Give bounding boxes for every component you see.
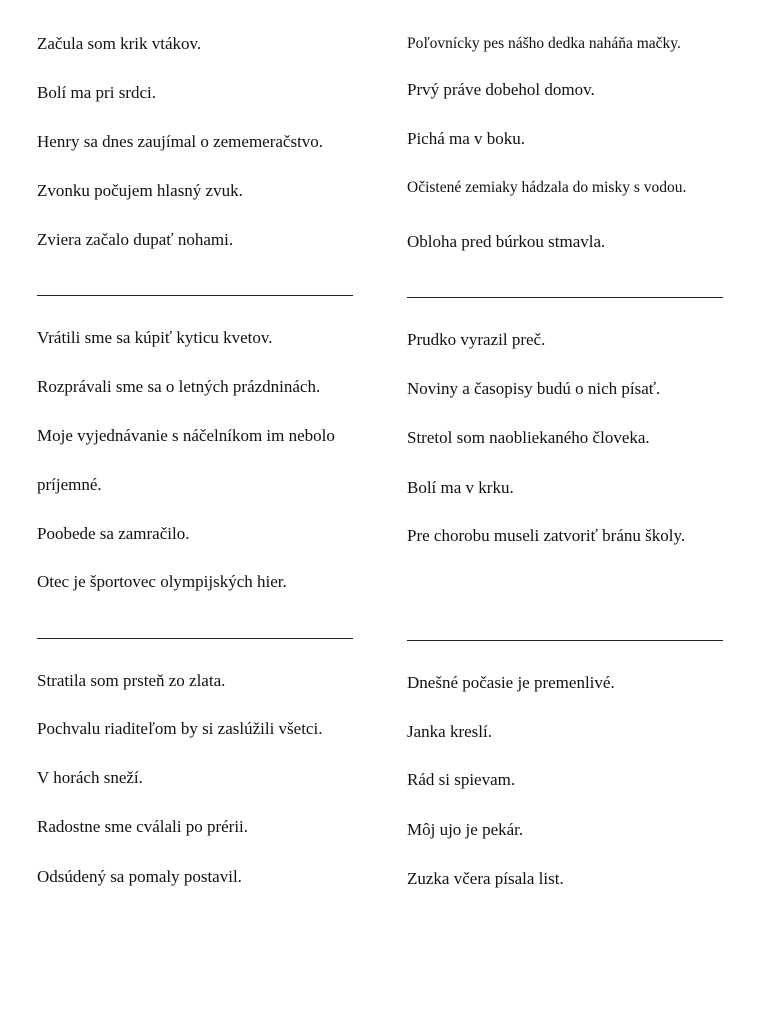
separator-line xyxy=(37,295,353,296)
sentence: Pre chorobu museli zatvoriť bránu školy. xyxy=(407,526,686,545)
sentence: Radostne sme cválali po prérii. xyxy=(37,817,249,836)
sentence: Bolí ma v krku. xyxy=(407,478,514,497)
sentence: Poľovnícky pes nášho dedka naháňa mačky. xyxy=(407,35,681,52)
sentence: Poobede sa zamračilo. xyxy=(37,524,190,543)
sentence: Prudko vyrazil preč. xyxy=(407,330,546,349)
sentence: Zvonku počujem hlasný zvuk. xyxy=(37,181,243,200)
separator-line xyxy=(407,297,723,298)
sentence: Otec je športovec olympijských hier. xyxy=(37,572,287,591)
sentence: Noviny a časopisy budú o nich písať. xyxy=(407,379,661,398)
sentence: príjemné. xyxy=(37,475,102,494)
sentence: Odsúdený sa pomaly postavil. xyxy=(37,867,242,886)
sentence: Začula som krik vtákov. xyxy=(37,34,202,53)
sentence: Zuzka včera písala list. xyxy=(407,869,564,888)
sentence: Moje vyjednávanie s náčelníkom im nebolo xyxy=(37,426,335,445)
separator-line xyxy=(407,640,723,641)
sentence: Prvý práve dobehol domov. xyxy=(407,80,595,99)
sentence: Stretol som naobliekaného človeka. xyxy=(407,428,650,447)
sentence: Zviera začalo dupať nohami. xyxy=(37,230,234,249)
sentence: Dnešné počasie je premenlivé. xyxy=(407,673,615,692)
sentence: V horách sneží. xyxy=(37,768,143,787)
sentence: Môj ujo je pekár. xyxy=(407,820,524,839)
sentence: Obloha pred búrkou stmavla. xyxy=(407,232,606,251)
sentence: Rozprávali sme sa o letných prázdninách. xyxy=(37,377,321,396)
sentence: Rád si spievam. xyxy=(407,770,516,789)
separator-line xyxy=(37,638,353,639)
sentence: Pochvalu riaditeľom by si zaslúžili všetci. xyxy=(37,719,323,738)
sentence: Očistené zemiaky hádzala do misky s vodou. xyxy=(407,179,687,196)
sentence: Pichá ma v boku. xyxy=(407,129,526,148)
sentence: Janka kreslí. xyxy=(407,722,492,741)
sentence: Bolí ma pri srdci. xyxy=(37,83,156,102)
sentence: Stratila som prsteň zo zlata. xyxy=(37,671,226,690)
sentence: Henry sa dnes zaujímal o zememeračstvo. xyxy=(37,132,324,151)
sentence: Vrátili sme sa kúpiť kyticu kvetov. xyxy=(37,328,273,347)
